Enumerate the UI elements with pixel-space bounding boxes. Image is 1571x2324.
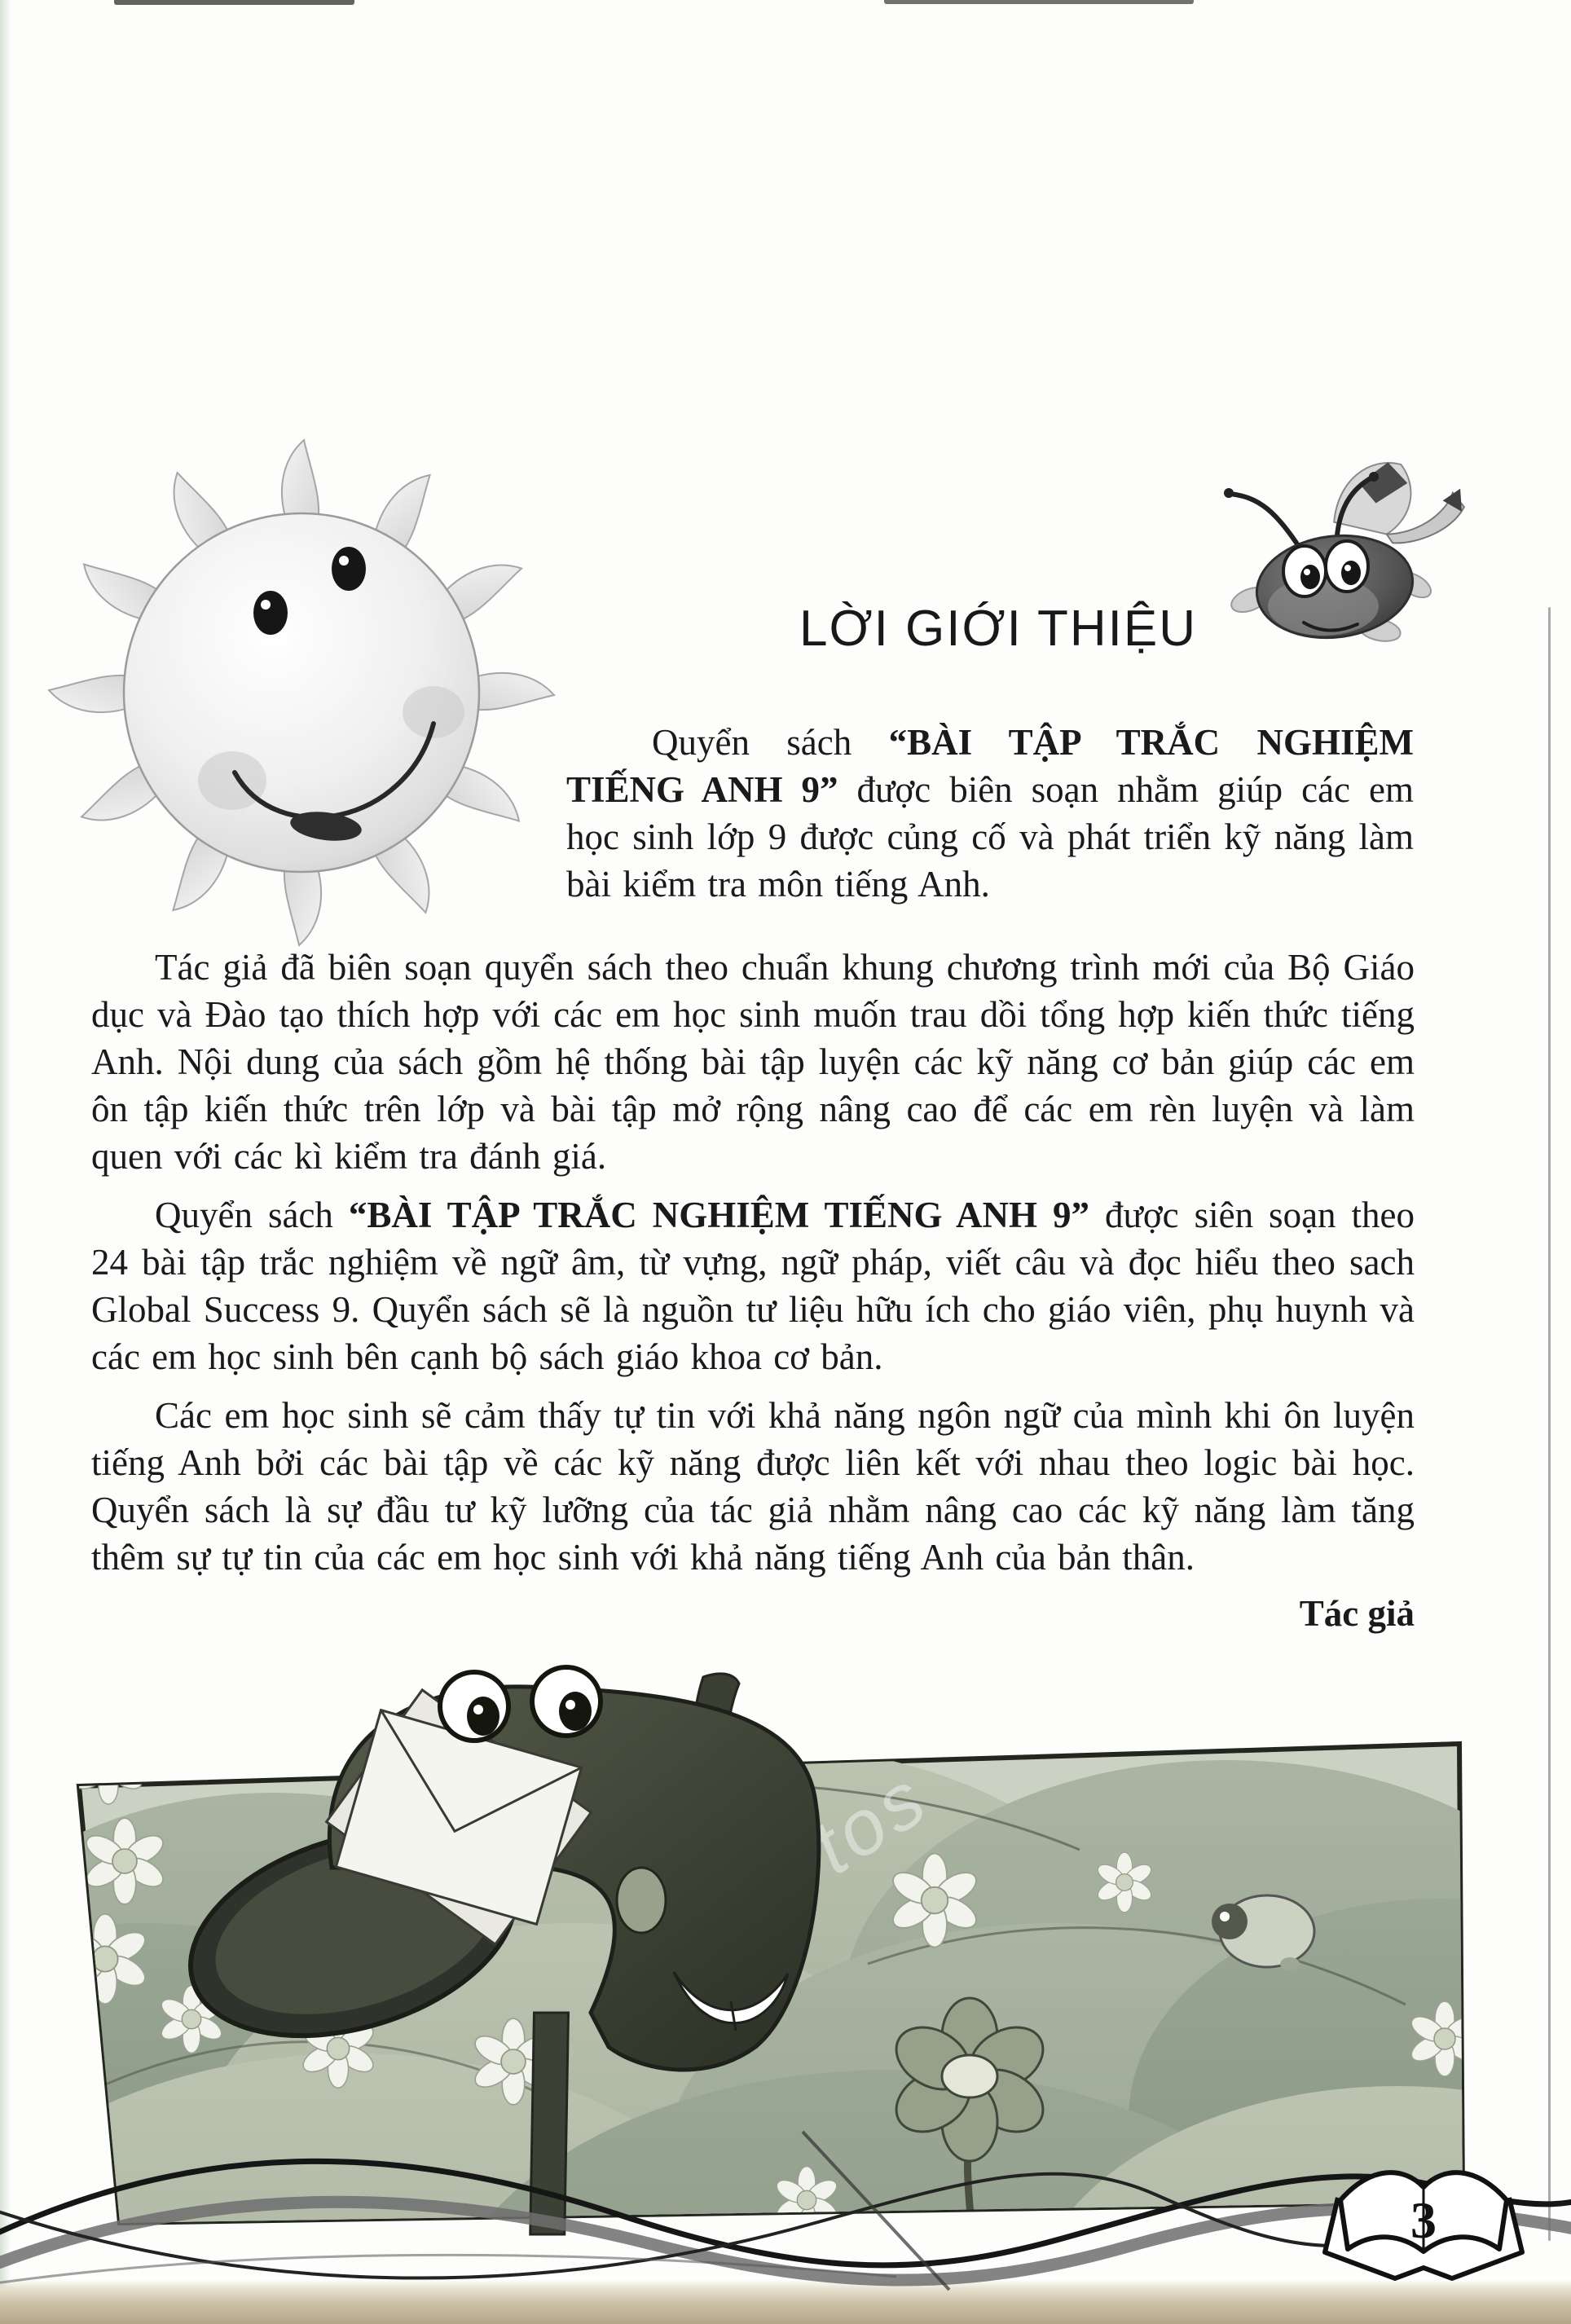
book-title-bold: “BÀI TẬP TRẮC NGHIỆM TIẾNG ANH 9” bbox=[348, 1195, 1089, 1235]
scan-page-edge-line bbox=[1548, 607, 1551, 2241]
p3-pre: Quyển sách bbox=[155, 1195, 349, 1235]
open-book-icon bbox=[1314, 2153, 1534, 2295]
sun-icon bbox=[65, 440, 595, 937]
p3-post: được siên soạn theo 24 bài tập trắc nghiệm về ngữ âm, từ vựng, ngữ pháp, viết câu và đọc hiểu theo sach Global Success 9. Quyển sách sẽ là nguồn tư liệu hữu ích cho giáo viên, phụ huynh và các em học sinh bên cạnh bộ sách giáo khoa cơ bản. bbox=[91, 1195, 1415, 1377]
page-number: 3 bbox=[1410, 2191, 1437, 2249]
intro-paragraph-4: Các em học sinh sẽ cảm thấy tự tin với khả năng ngôn ngữ của mình khi ôn luyện tiếng Anh bởi các bài tập về các kỹ năng được liên kết với nhau theo logic bài học. Quyển sách là sự đầu tư kỹ lưỡng của tác giả nhằm nâng cao các kỹ năng làm tăng thêm sự tự tin của các em học sinh với khả năng tiếng Anh của bản thân. bbox=[91, 1395, 1415, 1578]
book-title-bold: “BÀI TẬP TRẮC NGHIỆM TIẾNG ANH 9” bbox=[566, 722, 1414, 810]
scan-edge-top-right bbox=[884, 0, 1194, 4]
scan-edge-top-left bbox=[114, 0, 354, 5]
page-title: LỜI GIỚI THIỆU bbox=[799, 601, 1198, 657]
intro-paragraph-2: Tác giả đã biên soạn quyển sách theo chuẩn khung chương trình mới của Bộ Giáo dục và Đào tạo thích hợp với các em học sinh muốn trau dồi tổng hợp kiến thức tiếng Anh. Nội dung của sách gồm hệ thống bài tập luyện các kỹ năng cơ bản giúp các em ôn tập kiến thức trên lớp và bài tập mở rộng nâng cao để các em rèn luyện và làm quen với các kì kiểm tra đánh giá. bbox=[91, 947, 1415, 1177]
body-text bbox=[91, 944, 1415, 1635]
intro-paragraph-1 bbox=[566, 719, 1414, 908]
intro-paragraph-3 bbox=[91, 1191, 1415, 1380]
p1-pre: Quyển sách bbox=[652, 722, 889, 763]
scan-edge-left bbox=[0, 0, 11, 2324]
p1-post: được biên soạn nhằm giúp các em học sinh lớp 9 được củng cố và phát triển kỹ năng làm bài kiểm tra môn tiếng Anh. bbox=[566, 769, 1414, 905]
author-signature: Tác giả bbox=[1299, 1593, 1415, 1634]
